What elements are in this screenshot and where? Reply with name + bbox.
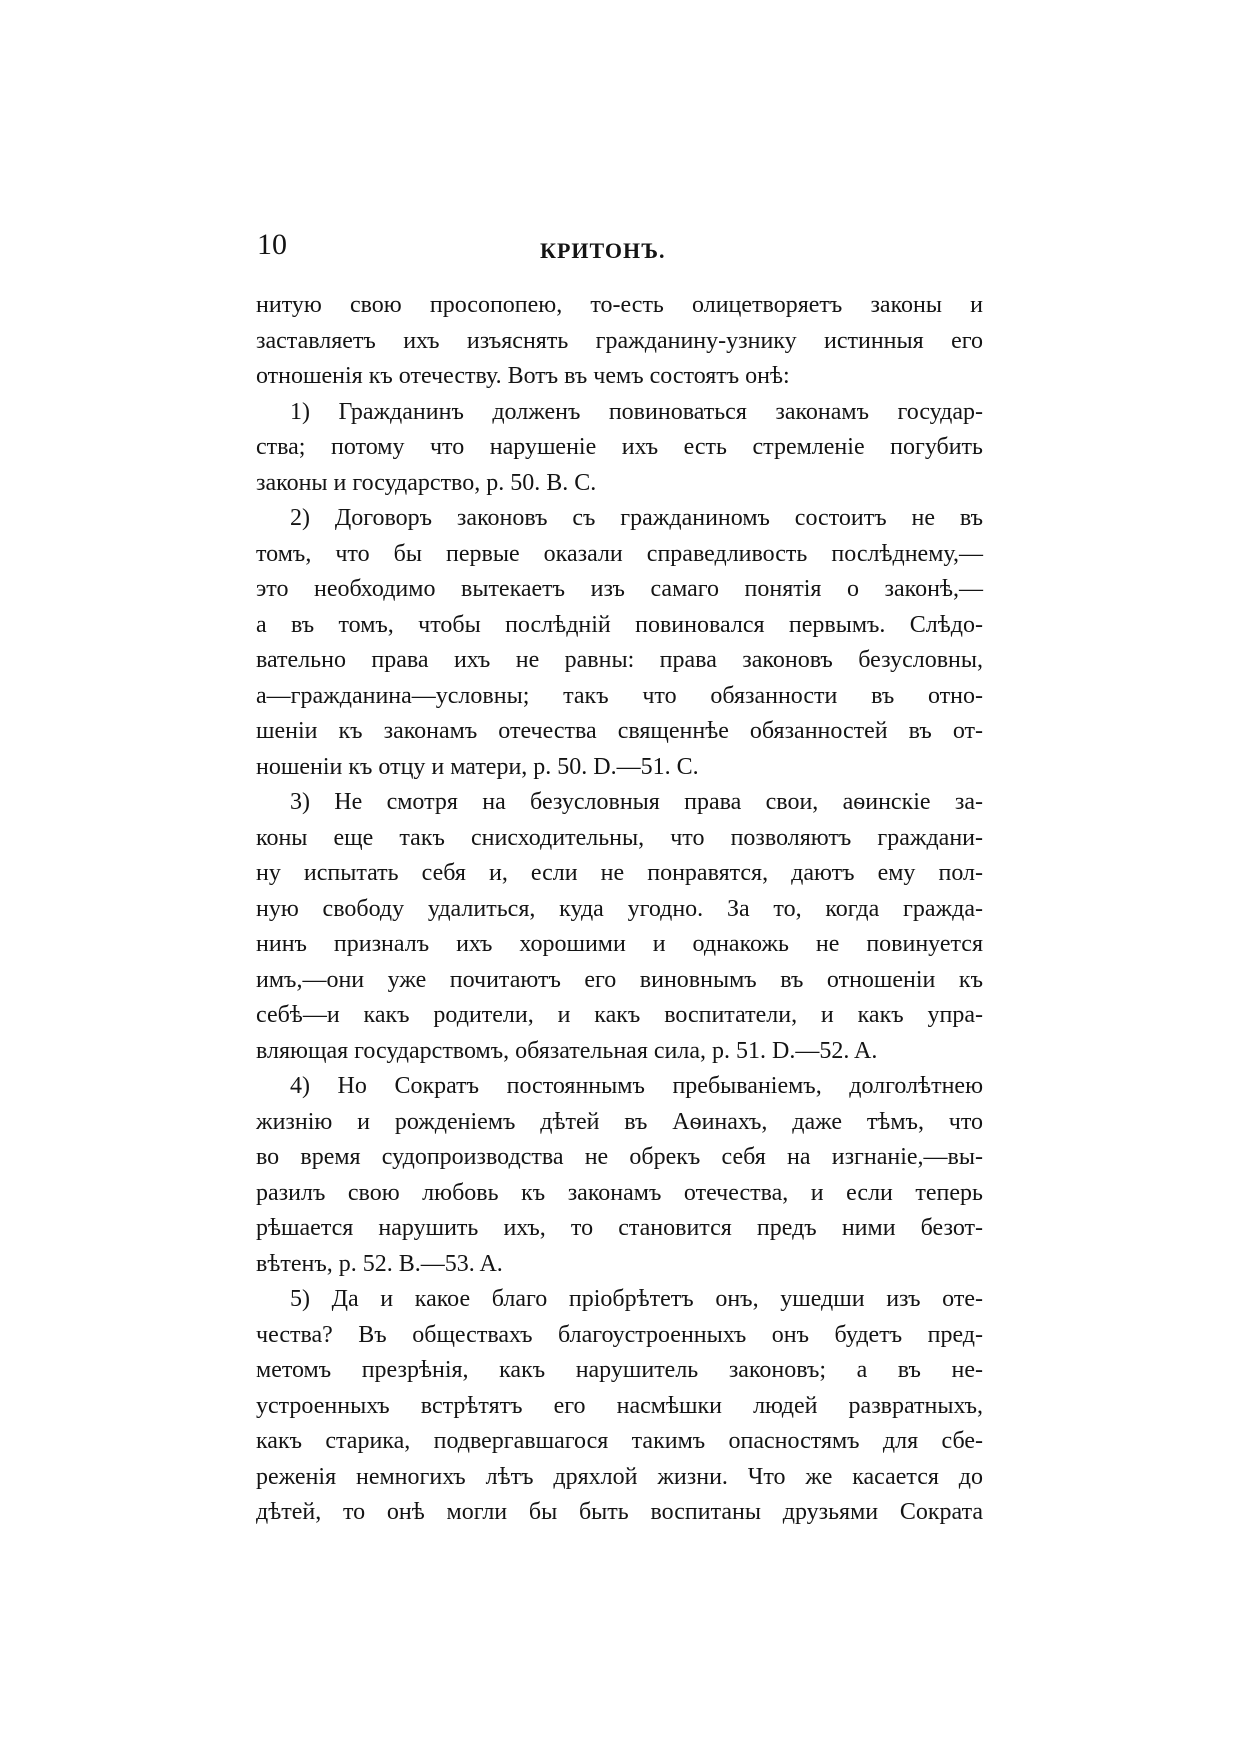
text-line: томъ, что бы первые оказали справедливость послѣднему,— (256, 540, 983, 567)
text-line: 2) Договоръ законовъ съ гражданиномъ состоитъ не въ (290, 505, 983, 531)
text-line: разилъ свою любовь къ законамъ отечества, и если теперь (256, 1179, 983, 1206)
text-line: нитую свою просопопею, то-есть олицетворяетъ законы и (256, 292, 983, 318)
text-line: метомъ презрѣнія, какъ нарушитель законовъ; а въ не- (256, 1357, 983, 1383)
text-line: реженія немногихъ лѣтъ дряхлой жизни. Что же касается до (256, 1463, 983, 1490)
running-title: КРИТОНЪ. (540, 238, 666, 263)
text-line: дѣтей, то онѣ могли бы быть воспитаны друзьями Сократа (256, 1499, 983, 1525)
text-line: ну испытать себя и, если не понравятся, даютъ ему пол- (256, 860, 983, 886)
text-line: 4) Но Сократъ постояннымъ пребываніемъ, долголѣтнею (290, 1073, 983, 1099)
text-line: ства; потому что нарушеніе ихъ есть стремленіе погубить (256, 434, 983, 460)
numbered-paragraph-5 (256, 1282, 983, 1531)
numbered-paragraph-1 (256, 395, 983, 502)
page-number: 10 (257, 228, 287, 261)
text-line: заставляетъ ихъ изъяснять гражданину-узнику истинныя его (256, 327, 983, 354)
body-text (256, 288, 983, 1531)
text-line: чества? Въ обществахъ благоустроенныхъ онъ будетъ пред- (256, 1321, 983, 1348)
text-line: а—гражданина—условны; такъ что обязанности въ отно- (256, 682, 983, 709)
text-line: какъ старика, подвергавшагося такимъ опасностямъ для сбе- (256, 1428, 983, 1454)
text-line: законы и государство, p. 50. B. C. (256, 469, 597, 496)
text-line: отношенія къ отечеству. Вотъ въ чемъ состоятъ онѣ: (256, 363, 790, 389)
text-line: 1) Гражданинъ долженъ повиноваться законамъ государ- (290, 398, 983, 425)
text-line: устроенныхъ встрѣтятъ его насмѣшки людей развратныхъ, (256, 1392, 983, 1419)
text-line: это необходимо вытекаетъ изъ самаго понятія о законѣ,— (256, 576, 983, 602)
numbered-paragraph-2 (256, 501, 983, 785)
text-line: ношеніи къ отцу и матери, p. 50. D.—51. C. (256, 753, 699, 780)
text-line: ную свободу удалиться, куда угодно. За то, когда гражда- (256, 895, 983, 922)
text-line: жизнію и рожденіемъ дѣтей въ Аѳинахъ, даже тѣмъ, что (256, 1108, 983, 1135)
text-line: 3) Не смотря на безусловныя права свои, аѳинскіе за- (290, 789, 983, 815)
text-line: шеніи къ законамъ отечества священнѣе обязанностей въ от- (256, 718, 983, 744)
text-line: имъ,—они уже почитаютъ его виновнымъ въ отношеніи къ (256, 966, 983, 993)
numbered-paragraph-3 (256, 785, 983, 1069)
intro-paragraph (256, 288, 983, 395)
text-line: вѣтенъ, p. 52. B.—53. A. (256, 1250, 503, 1277)
text-line: вляющая государствомъ, обязательная сила, p. 51. D.—52. A. (256, 1037, 878, 1064)
numbered-paragraph-4 (256, 1069, 983, 1282)
text-line: а въ томъ, чтобы послѣдній повиновался первымъ. Слѣдо- (256, 611, 983, 638)
text-line: коны еще такъ снисходительны, что позволяютъ граждани- (256, 824, 983, 851)
text-line: 5) Да и какое благо пріобрѣтетъ онъ, ушедши изъ оте- (290, 1286, 983, 1312)
text-line: во время судопроизводства не обрекъ себя на изгнаніе,—вы- (256, 1144, 983, 1170)
text-line: себѣ—и какъ родители, и какъ воспитатели, и какъ упра- (256, 1002, 983, 1028)
text-line: нинъ призналъ ихъ хорошими и однакожь не повинуется (256, 931, 983, 957)
text-line: вательно права ихъ не равны: права законовъ безусловны, (256, 647, 983, 673)
text-line: рѣшается нарушить ихъ, то становится предъ ними безот- (256, 1215, 983, 1241)
